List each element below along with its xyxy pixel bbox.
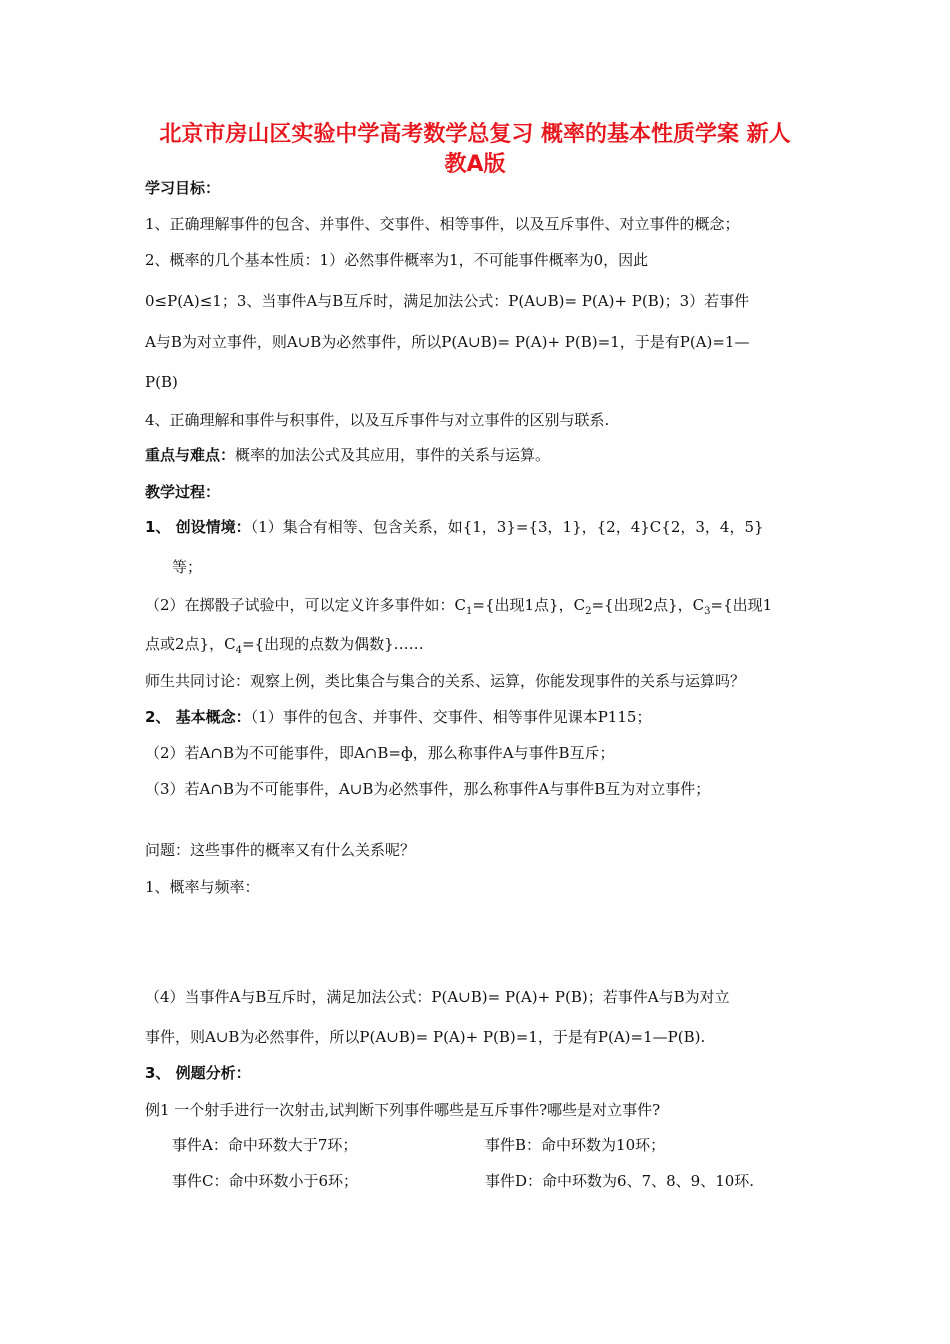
section-2 (145, 707, 651, 727)
key-points-label: 重点与难点： (145, 446, 236, 464)
question-text: 问题：这些事件的概率又有什么关系呢？ (145, 841, 416, 859)
subscript: 4 (235, 645, 242, 656)
subscript: 3 (704, 606, 711, 617)
goal-item-2-line4: P(B) (145, 373, 178, 391)
probability-frequency: 1、概率与频率： (145, 878, 260, 896)
event-a: 事件A：命中环数大于7环； (172, 1136, 358, 1154)
section-1-text: （1）集合有相等、包含关系，如{1，3}={3，1}，{2，4}C{2，3，4，5} (250, 518, 764, 536)
dice-text: ={出现2点}，C (591, 596, 705, 614)
dice-text: ={出现的点数为偶数}…… (241, 635, 424, 653)
section-1 (145, 517, 764, 537)
subscript: 2 (585, 606, 592, 617)
section-1-continuation: 等； (172, 558, 203, 576)
event-d: 事件D：命中环数为6、7、8、9、10环. (485, 1172, 755, 1190)
section-3-label: 3、 例题分析： (145, 1064, 251, 1082)
discussion-text: 师生共同讨论：观察上例，类比集合与集合的关系、运算，你能发现事件的关系与运算吗？ (145, 672, 746, 690)
goals-heading: 学习目标： (145, 179, 221, 197)
section-2-label: 2、 基本概念： (145, 708, 251, 726)
subscript: 1 (466, 606, 473, 617)
concept-3: （3）若A∩B为不可能事件，A∪B为必然事件，那么称事件A与事件B互为对立事件； (145, 780, 711, 798)
dice-text: ={出现1点}，C (472, 596, 586, 614)
event-b: 事件B：命中环数为10环； (485, 1136, 666, 1154)
key-points-text: 概率的加法公式及其应用，事件的关系与运算。 (235, 446, 551, 464)
dice-text: ={出现1 (710, 596, 773, 614)
section-2-text: （1）事件的包含、并事件、交事件、相等事件见课本P115； (250, 708, 652, 726)
event-c: 事件C：命中环数小于6环； (172, 1172, 359, 1190)
key-points (145, 445, 550, 465)
process-heading: 教学过程： (145, 483, 221, 501)
goal-item-1: 1、正确理解事件的包含、并事件、交事件、相等事件，以及互斥事件、对立事件的概念； (145, 215, 740, 233)
goal-item-2-line1: 2、概率的几个基本性质：1）必然事件概率为1，不可能事件概率为0，因此 (145, 251, 649, 269)
goal-item-4: 4、正确理解和事件与积事件，以及互斥事件与对立事件的区别与联系. (145, 411, 610, 429)
example-1: 例1 一个射手进行一次射击,试判断下列事件哪些是互斥事件?哪些是对立事件? (145, 1101, 661, 1119)
goal-item-2-line2: 0≤P(A)≤1；3、当事件A与B互斥时，满足加法公式：P(A∪B)= P(A)+ P(B)；3）若事件 (145, 292, 750, 310)
section-1-label: 1、 创设情境： (145, 518, 251, 536)
concept-2: （2）若A∩B为不可能事件，即A∩B=ф，那么称事件A与事件B互斥； (145, 744, 615, 762)
dice-text: 点或2点}，C (145, 635, 236, 653)
dice-text: （2）在掷骰子试验中，可以定义许多事件如：C (145, 596, 467, 614)
addition-formula-line2: 事件，则A∪B为必然事件，所以P(A∪B)= P(A)+ P(B)=1，于是有P(A)=1—P(B). (145, 1028, 706, 1046)
document-title-line2: 教A版 (444, 152, 506, 177)
addition-formula-line1: （4）当事件A与B互斥时，满足加法公式：P(A∪B)= P(A)+ P(B)；若事件A与B为对立 (145, 988, 730, 1006)
dice-example-line1 (145, 595, 772, 622)
document-title-line1: 北京市房山区实验中学高考数学总复习 概率的基本性质学案 新人 (159, 122, 791, 147)
goal-item-2-line3: A与B为对立事件，则A∪B为必然事件，所以P(A∪B)= P(A)+ P(B)=1，于是有P(A)=1— (145, 333, 750, 351)
dice-example-line2 (145, 634, 424, 661)
